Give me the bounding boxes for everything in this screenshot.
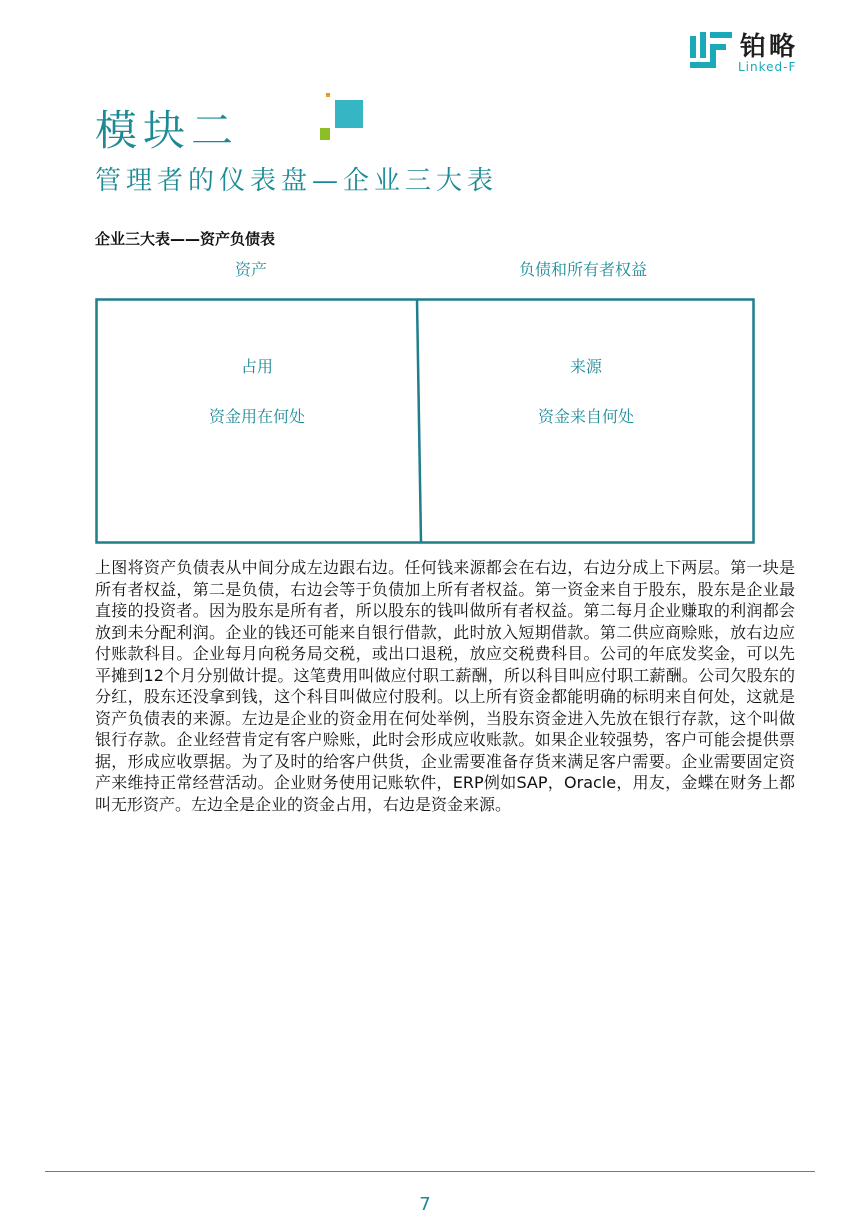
logo-mark-icon [690,32,734,70]
section-heading: 企业三大表——资产负债表 [95,230,276,248]
footer-divider [45,1171,815,1172]
module-subtitle: 管理者的仪表盘—企业三大表 [95,166,499,196]
right-cell-description: 资金来自何处 [537,407,635,426]
left-cell-description: 资金用在何处 [208,407,306,426]
assets-label: 资产 [235,260,268,279]
page-number: 7 [419,1194,431,1215]
balance-sheet-frame [95,298,755,544]
balance-sheet-diagram [95,298,755,544]
body-paragraph: 上图将资产负债表从中间分成左边跟右边。任何钱来源都会在右边，右边分成上下两层。第一块是所有者权益，第二是负债，右边会等于负债加上所有者权益。第一资金来自于股东，股东是企业最直接的投资者。因为股东是所有者，所以股东的钱叫做所有者权益。第二每月企业赚取的利润都会放到未分配利润。企业的钱还可能来自银行借款，此时放入短期借款。第二供应商赊账，放右边应付账款科目。企业每月向税务局交税，或出口退税，放应交税费科目。公司的年底发奖金，可以先平摊到12个月分别做计提。这笔费用叫做应付职工薪酬，所以科目叫应付职工薪酬。公司欠股东的分红，股东还没拿到钱，这个科目叫做应付股利。以上所有资金都能明确的标明来自何处，这就是资产负债表的来源。左边是企业的资金用在何处举例，当股东资金进入先放在银行存款，这个叫做银行存款。企业经营肯定有客户赊账，此时会形成应收账款。如果企业较强势，客户可能会提供票据，形成应收票据。为了及时的给客户供货，企业需要准备存货来满足客户需要。企业需要固定资产来维持正常经营活动。企业财务使用记账软件，ERP例如SAP，Oracle，用友，金蝶在财务上都叫无形资产。左边全是企业的资金占用，右边是资金来源。 [95,558,795,814]
brand-name-cn: 铂略 [740,32,799,62]
brand-name-en: Linked-F [738,60,797,74]
decorative-squares-icon [315,88,365,144]
left-cell-title: 占用 [240,357,274,376]
liabilities-equity-label: 负债和所有者权益 [519,260,648,279]
module-title: 模块二 [95,106,240,155]
right-cell-title: 来源 [569,357,603,376]
brand-logo [690,30,820,75]
